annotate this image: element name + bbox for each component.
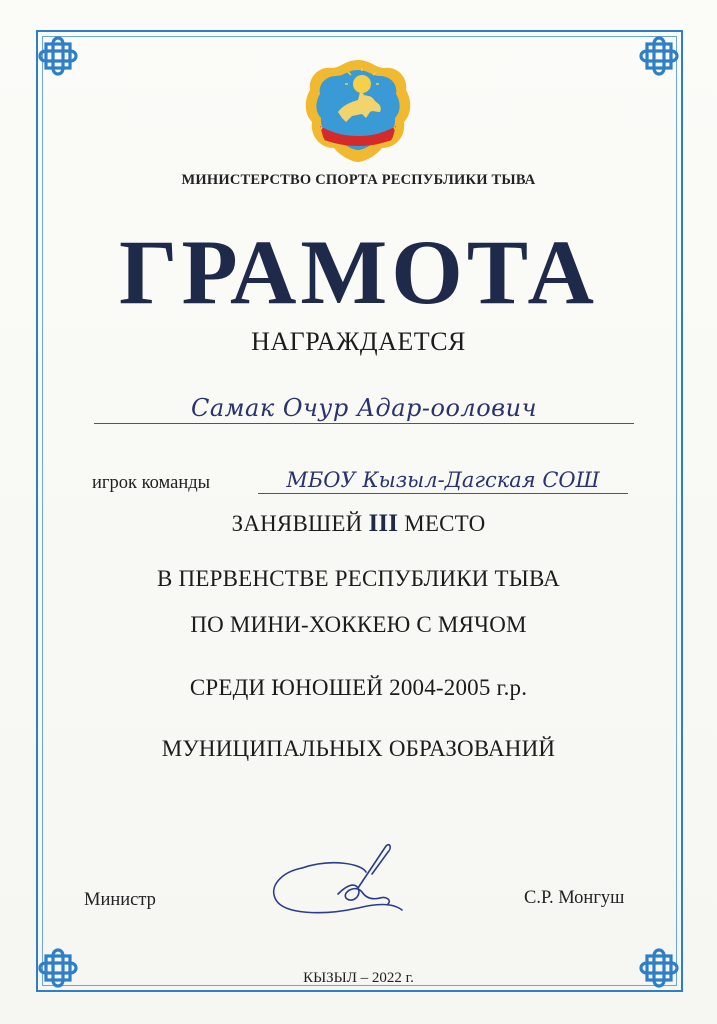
place-line (0, 510, 717, 538)
minister-label: Министр (84, 890, 156, 910)
place-prefix: ЗАНЯВШЕЙ (231, 511, 363, 536)
sport-line: ПО МИНИ-ХОККЕЮ С МЯЧОМ (190, 612, 527, 637)
recipient-name: Самак Очур Адар-оолович (190, 394, 537, 422)
place-suffix: МЕСТО (404, 511, 486, 536)
championship-line: В ПЕРВЕНСТВЕ РЕСПУБЛИКИ ТЫВА (157, 566, 560, 591)
age-group-line: СРЕДИ ЮНОШЕЙ 2004-2005 г.р. (189, 675, 528, 700)
minister-name: С.Р. Монгуш (524, 888, 625, 908)
endless-knot-icon (36, 34, 80, 78)
team-label: игрок команды (92, 473, 211, 493)
team-name: МБОУ Кызыл-Дагская СОШ (258, 468, 628, 494)
recipient-name-underline (94, 423, 634, 424)
signature-scribble (262, 838, 422, 926)
endless-knot-icon (637, 34, 681, 78)
awarded-heading: НАГРАЖДАЕТСЯ (251, 327, 466, 356)
ministry-name: МИНИСТЕРСТВО СПОРТА РЕСПУБЛИКИ ТЫВА (181, 172, 536, 188)
place-number: III (368, 510, 399, 537)
certificate-title: ГРАМОТА (118, 221, 598, 323)
tuva-emblem-icon (300, 56, 416, 164)
place-and-year: КЫЗЫЛ – 2022 г. (303, 970, 414, 986)
municipal-line: МУНИЦИПАЛЬНЫХ ОБРАЗОВАНИЙ (161, 736, 556, 761)
